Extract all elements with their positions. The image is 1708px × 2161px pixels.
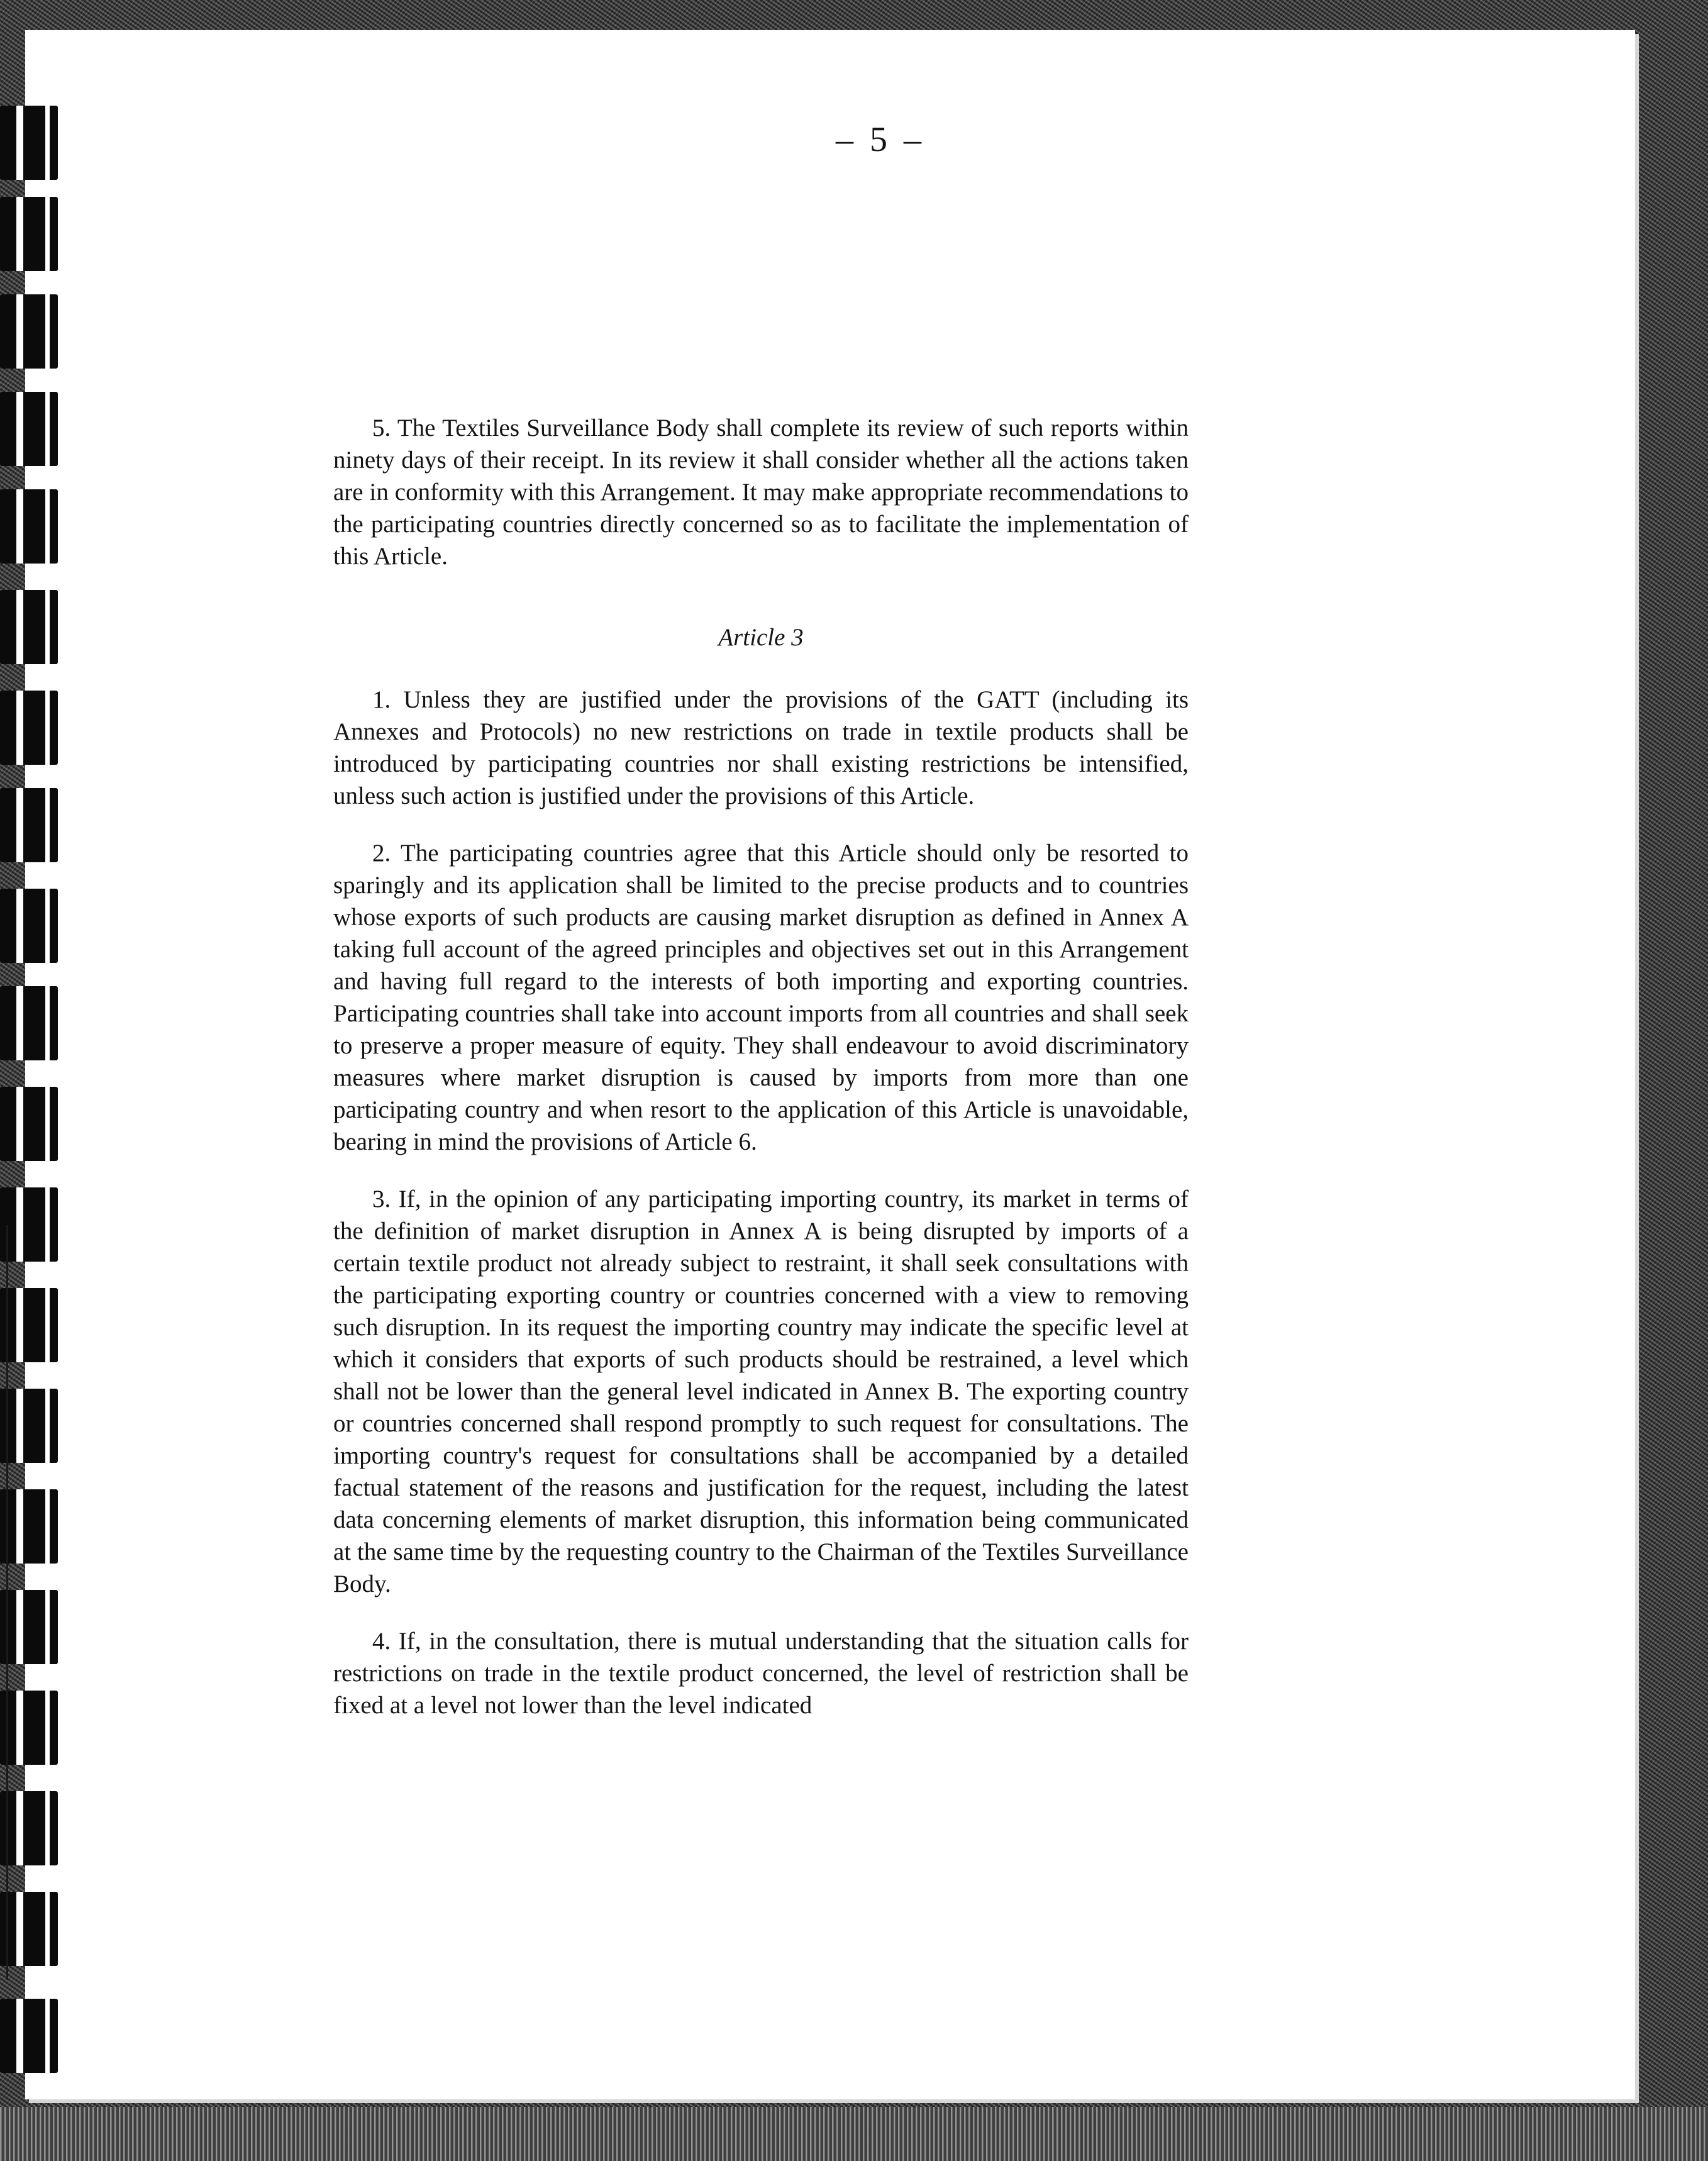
paragraph-1: 1. Unless they are justified under the provisions of the GATT (including its Annexes and Protocols) no new restrictions on trade in textile products shall be introduced by participating countries nor shall existing restrictions be intensified, unless such action is justified under the provisions of this Article. <box>333 686 1189 809</box>
binding-ring <box>0 788 58 862</box>
binding-ring <box>0 392 58 466</box>
binding-ring <box>0 1087 58 1161</box>
spiral-binding <box>0 30 69 2106</box>
binding-edge-line <box>6 1225 8 1980</box>
binding-ring <box>0 294 58 369</box>
binding-ring <box>0 1691 58 1765</box>
binding-ring <box>0 1791 58 1865</box>
binding-ring <box>0 889 58 963</box>
paragraph-4: 4. If, in the consultation, there is mutual understanding that the situation calls for restrictions on trade in the textile product concerned, the level of restriction shall be fixed at a level not lower than the level indicated <box>333 1628 1189 1719</box>
scan-bottom-edge <box>0 2107 1708 2161</box>
binding-ring <box>0 1892 58 1966</box>
binding-ring <box>0 489 58 564</box>
paragraph-2: 2. The participating countries agree that this Article should only be resorted to sparingly and its application shall be limited to the precise products and to countries whose exports of such products are causing market disruption as defined in Annex A taking full account of the agreed principles and objectives set out in this Arrangement and having full regard to the interests of both importing and exporting countries. Participating countries shall take into account imports from all countries and shall seek to preserve a proper measure of equity. They shall endeavour to avoid discriminatory measures where market disruption is caused by imports from more than one participating country and when resort to the application of this Article is unavoidable, bearing in mind the provisions of Article 6. <box>333 840 1189 1155</box>
binding-ring <box>0 691 58 765</box>
document-body <box>333 412 1189 1747</box>
page-number: – 5 – <box>836 120 925 159</box>
binding-ring <box>0 1999 58 2073</box>
binding-ring <box>0 986 58 1060</box>
binding-ring <box>0 106 58 180</box>
paragraph-3: 3. If, in the opinion of any participating importing country, its market in terms of the definition of market disruption in Annex A is being disrupted by imports of a certain textile product not already subject to restraint, it shall seek consultations with the participating exporting country or countries concerned with a view to removing such disruption. In its request the importing country may indicate the specific level at which it considers that exports of such products should be restrained, a level which shall not be lower than the general level indicated in Annex B. The exporting country or countries concerned shall respond promptly to such request for consultations. The importing country's request for consultations shall be accompanied by a detailed factual statement of the reasons and justification for the request, including the latest data concerning elements of market disruption, this information being communicated at the same time by the requesting country to the Chairman of the Textiles Surveillance Body. <box>333 1186 1189 1597</box>
binding-ring <box>0 590 58 664</box>
paragraph-5: 5. The Textiles Surveillance Body shall complete its review of such reports within ninety days of their receipt. In its review it shall consider whether all the actions taken are in conformity with this Arrangement. It may make appropriate recommendations to the participating countries directly concerned so as to facilitate the implementation of this Article. <box>333 414 1189 570</box>
binding-ring <box>0 1489 58 1564</box>
binding-ring <box>0 1187 58 1262</box>
binding-ring <box>0 1590 58 1664</box>
binding-ring <box>0 1389 58 1463</box>
article-heading: Article 3 <box>718 624 804 651</box>
binding-ring <box>0 197 58 271</box>
binding-ring <box>0 1288 58 1362</box>
